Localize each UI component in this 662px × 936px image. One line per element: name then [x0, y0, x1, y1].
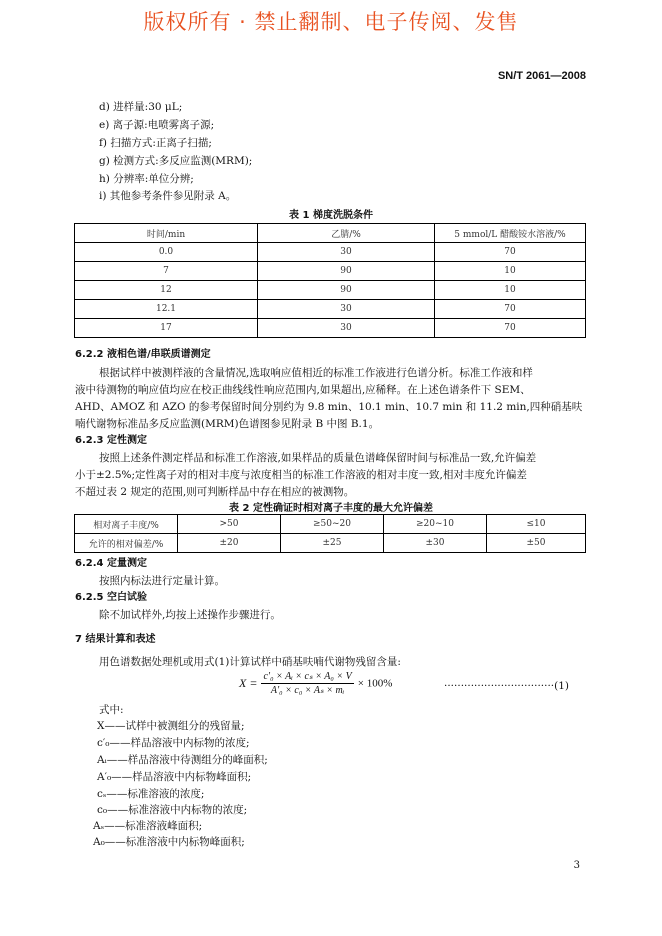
table-cell: 30 — [258, 243, 435, 262]
variable-definition: X——试样中被测组分的残留量; — [97, 720, 245, 732]
table-cell: 7 — [75, 262, 258, 281]
table-row — [75, 243, 586, 262]
formula-number: ·································(1) — [444, 680, 570, 692]
table-cell: ±20 — [178, 534, 281, 553]
table-cell: 30 — [258, 319, 435, 338]
formula — [239, 671, 392, 696]
paragraph-line: 不超过表 2 规定的范围,则可判断样品中存在相应的被测物。 — [75, 486, 355, 498]
variable-definition: cₛ——标准溶液的浓度; — [97, 788, 205, 800]
section-heading-6-2-5: 6.2.5 空白试验 — [75, 592, 147, 603]
table-header-row — [75, 224, 586, 243]
table-row — [75, 300, 586, 319]
table-cell: ≤10 — [487, 515, 586, 534]
paragraph-line: 除不加试样外,均按上述操作步骤进行。 — [99, 609, 281, 621]
variable-definition: Aᵢ——样品溶液中待测组分的峰面积; — [97, 754, 268, 766]
variable-definition: c₀——标准溶液中内标物的浓度; — [97, 804, 248, 816]
table-cell: 允许的相对偏差/% — [75, 534, 178, 553]
paragraph-line: 液中待测物的响应值均应在校正曲线线性响应范围内,如果超出,应稀释。在上述色谱条件下 SEM、 — [75, 384, 531, 396]
table-cell: ≥50~20 — [281, 515, 384, 534]
page-number: 3 — [573, 860, 580, 871]
condition-item: e) 离子源:电喷雾离子源; — [99, 119, 215, 131]
table1 — [74, 223, 586, 338]
table-header: 5 mmol/L 醋酸铵水溶液/% — [435, 224, 586, 243]
table-header: 乙腈/% — [258, 224, 435, 243]
paragraph-line: AHD、AMOZ 和 AZO 的参考保留时间分别约为 9.8 min、10.1 min、10.7 min 和 11.2 min,四种硝基呋 — [75, 401, 583, 413]
table2-caption: 表 2 定性确证时相对离子丰度的最大允许偏差 — [229, 503, 433, 514]
variable-definition: c′₀——样品溶液中内标物的浓度; — [97, 737, 250, 749]
variable-definition: A₀——标准溶液中内标物峰面积; — [93, 836, 245, 848]
paragraph-line: 喃代谢物标准品多反应监测(MRM)色谱图参见附录 B 中图 B.1。 — [75, 418, 380, 430]
table-cell: ±50 — [487, 534, 586, 553]
table-cell: ±30 — [384, 534, 487, 553]
condition-item: f) 扫描方式:正离子扫描; — [99, 137, 212, 149]
formula-fraction — [261, 671, 353, 696]
paragraph-line: 根据试样中被测样液的含量情况,选取响应值相近的标准工作液进行色谱分析。标准工作液和样 — [99, 367, 533, 379]
standard-code: SN/T 2061—2008 — [497, 70, 586, 82]
paragraph-line: 按照内标法进行定量计算。 — [99, 575, 225, 587]
condition-item: i) 其他参考条件参见附录 A。 — [99, 190, 237, 202]
formula-denominator: A′₀ × c₀ × Aₛ × mᵢ — [270, 685, 345, 696]
table-cell: 90 — [258, 281, 435, 300]
paragraph-line: 小于±2.5%;定性离子对的相对丰度与浓度相当的标准工作溶液的相对丰度一致,相对丰度允许偏差 — [75, 469, 527, 481]
table-cell: 70 — [435, 300, 586, 319]
table-cell: ≥20~10 — [384, 515, 487, 534]
section-heading-6-2-2: 6.2.2 液相色谱/串联质谱测定 — [75, 349, 211, 360]
table2 — [74, 514, 586, 553]
table-cell: 0.0 — [75, 243, 258, 262]
table-cell: >50 — [178, 515, 281, 534]
table-cell: 10 — [435, 281, 586, 300]
table-row — [75, 534, 586, 553]
condition-item: d) 进样量:30 μL; — [99, 101, 183, 113]
variable-definition: A′₀——样品溶液中内标物峰面积; — [97, 771, 252, 783]
table-cell: 17 — [75, 319, 258, 338]
table-row — [75, 262, 586, 281]
table-cell: 70 — [435, 319, 586, 338]
section-heading-6-2-3: 6.2.3 定性测定 — [75, 435, 147, 446]
formula-tail: × 100% — [357, 677, 393, 690]
table1-caption: 表 1 梯度洗脱条件 — [289, 210, 373, 221]
watermark: 版权所有 · 禁止翻制、电子传阅、发售 — [143, 10, 519, 34]
where-label: 式中: — [99, 704, 124, 716]
formula-numerator: c′₀ × Aᵢ × cₛ × A₀ × V — [263, 671, 352, 682]
table-row — [75, 515, 586, 534]
section-heading-7: 7 结果计算和表述 — [75, 634, 156, 645]
table-cell: 12 — [75, 281, 258, 300]
formula-lhs: X = — [239, 676, 258, 690]
table-cell: 相对离子丰度/% — [75, 515, 178, 534]
table-cell: 90 — [258, 262, 435, 281]
table-cell: ±25 — [281, 534, 384, 553]
table-cell: 30 — [258, 300, 435, 319]
section-heading-6-2-4: 6.2.4 定量测定 — [75, 558, 147, 569]
table-cell: 12.1 — [75, 300, 258, 319]
table-header: 时间/min — [75, 224, 258, 243]
condition-item: g) 检测方式:多反应监测(MRM); — [99, 155, 253, 167]
condition-item: h) 分辨率:单位分辨; — [99, 173, 194, 185]
table-cell: 70 — [435, 243, 586, 262]
variable-definition: Aₛ——标准溶液峰面积; — [93, 820, 203, 832]
table-row — [75, 281, 586, 300]
table-cell: 10 — [435, 262, 586, 281]
paragraph-line: 用色谱数据处理机或用式(1)计算试样中硝基呋喃代谢物残留含量: — [99, 656, 401, 668]
paragraph-line: 按照上述条件测定样品和标准工作溶液,如果样品的质量色谱峰保留时间与标准品一致,允许偏差 — [99, 452, 537, 464]
table-row — [75, 319, 586, 338]
